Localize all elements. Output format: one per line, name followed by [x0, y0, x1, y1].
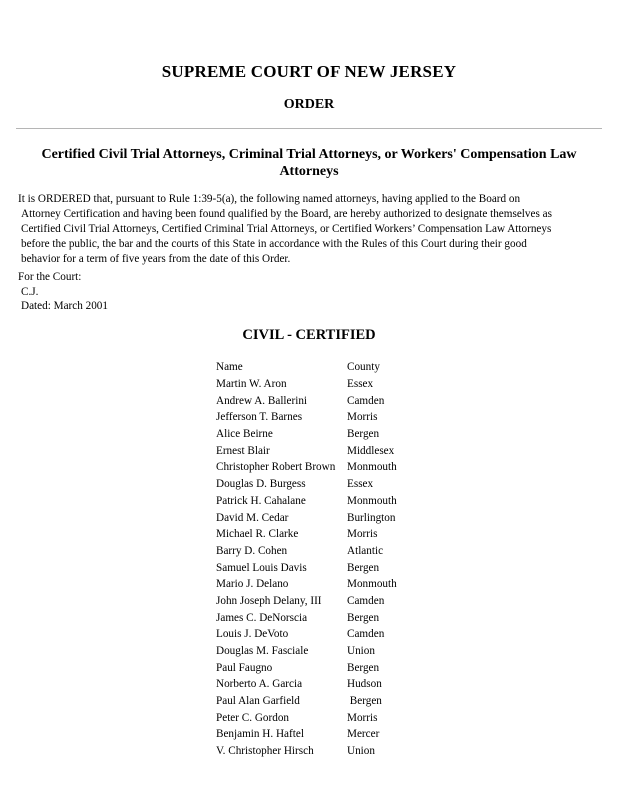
attorney-name: Patrick H. Cahalane	[216, 494, 306, 507]
attorney-name: Benjamin H. Haftel	[216, 728, 304, 741]
table-row	[216, 543, 427, 560]
attorney-name: V. Christopher Hirsch	[216, 745, 314, 758]
attorney-county: Hudson	[347, 678, 382, 691]
table-header-row	[216, 359, 427, 376]
attorney-name: Peter C. Gordon	[216, 711, 290, 724]
section-title: CIVIL - CERTIFIED	[242, 327, 376, 343]
attorney-name: James C. DeNorscia	[216, 611, 308, 624]
table-row	[216, 509, 427, 526]
attorney-county: Morris	[347, 711, 378, 724]
order-line-1: It is ORDERED that, pursuant to Rule 1:39-5(a), the following named attorneys, having applied to the Board on	[18, 193, 521, 205]
order-line-5: behavior for a term of five years from the date of this Order.	[21, 253, 291, 265]
attorney-name: Alice Beirne	[216, 428, 273, 441]
table-row	[216, 376, 427, 393]
court-title: SUPREME COURT OF NEW JERSEY	[161, 62, 457, 81]
attorney-county: Monmouth	[347, 578, 397, 591]
order-paragraph	[18, 192, 608, 267]
table-row	[216, 593, 427, 610]
table-row	[216, 609, 427, 626]
attorney-county: Bergen	[347, 611, 380, 624]
table-row	[216, 743, 427, 760]
table-row	[216, 392, 427, 409]
attorney-county: Monmouth	[347, 494, 397, 507]
table-row	[216, 442, 427, 459]
table-row	[216, 559, 427, 576]
attorney-county: Bergen	[347, 661, 380, 674]
attorney-county: Essex	[347, 378, 374, 391]
table-row	[216, 526, 427, 543]
name-column-header: Name	[216, 361, 243, 374]
for-the-court: For the Court:	[18, 271, 82, 283]
attorney-county: Camden	[347, 394, 385, 407]
table-row	[216, 409, 427, 426]
attorney-name: Andrew A. Ballerini	[216, 394, 308, 407]
order-line-3: Certified Civil Trial Attorneys, Certified Criminal Trial Attorneys, or Certified Workers’ Compensation Law Attorneys	[21, 223, 552, 235]
attorney-name: Mario J. Delano	[216, 578, 289, 591]
order-line-4: before the public, the bar and the courts of this State in accordance with the Rules of this Court during their good	[21, 238, 527, 250]
attorney-name: Norberto A. Garcia	[216, 678, 303, 691]
attorney-county: Burlington	[347, 511, 396, 524]
attorney-county: Union	[347, 745, 375, 758]
order-line-2: Attorney Certification and having been found qualified by the Board, are hereby authorized to designate themselves as	[21, 208, 552, 220]
table-row	[216, 709, 427, 726]
table-row	[216, 693, 427, 710]
attorney-county: Morris	[347, 411, 378, 424]
attorney-county: Essex	[347, 478, 374, 491]
attorney-county: Atlantic	[347, 544, 384, 557]
attorney-county: Union	[347, 645, 375, 658]
attorney-name: Michael R. Clarke	[216, 528, 299, 541]
attorney-name: Douglas D. Burgess	[216, 478, 306, 491]
subject-heading	[20, 146, 598, 180]
divider	[16, 128, 602, 129]
table-row	[216, 476, 427, 493]
attorney-name: Paul Alan Garfield	[216, 695, 300, 708]
attorney-name: Ernest Blair	[216, 444, 270, 457]
attorney-name: Barry D. Cohen	[216, 544, 288, 557]
attorney-county: Bergen	[347, 561, 380, 574]
attorney-name: John Joseph Delany, III	[216, 594, 322, 607]
attorney-name: Christopher Robert Brown	[216, 461, 336, 474]
table-row	[216, 726, 427, 743]
attorney-table	[216, 359, 427, 760]
attorney-name: David M. Cedar	[216, 511, 289, 524]
attorney-name: Martin W. Aron	[216, 378, 287, 391]
attorney-county: Camden	[347, 594, 385, 607]
table-row	[216, 459, 427, 476]
attorney-name: Samuel Louis Davis	[216, 561, 307, 574]
table-row	[216, 643, 427, 660]
attorney-name: Jefferson T. Barnes	[216, 411, 303, 424]
attorney-name: Paul Faugno	[216, 661, 273, 674]
attorney-name: Douglas M. Fasciale	[216, 645, 309, 658]
table-row	[216, 659, 427, 676]
table-row	[216, 676, 427, 693]
attorney-county: Monmouth	[347, 461, 397, 474]
attorney-county: Morris	[347, 528, 378, 541]
attorney-county: Mercer	[347, 728, 380, 741]
attorney-county: Camden	[347, 628, 385, 641]
attorney-county: Bergen	[347, 695, 382, 708]
chief-justice: C.J.	[21, 285, 39, 298]
table-row	[216, 493, 427, 510]
subject-line-2: Attorneys	[279, 164, 339, 179]
order-date: Dated: March 2001	[21, 300, 108, 312]
attorney-county: Middlesex	[347, 444, 395, 457]
attorney-name: Louis J. DeVoto	[216, 628, 289, 641]
table-row	[216, 426, 427, 443]
signature-block	[18, 270, 108, 314]
order-title: ORDER	[283, 97, 335, 112]
subject-line-1: Certified Civil Trial Attorneys, Criminal Trial Attorneys, or Workers' Compensation Law	[41, 147, 577, 162]
attorney-county: Bergen	[347, 428, 380, 441]
table-row	[216, 626, 427, 643]
table-row	[216, 576, 427, 593]
county-column-header: County	[347, 361, 380, 374]
